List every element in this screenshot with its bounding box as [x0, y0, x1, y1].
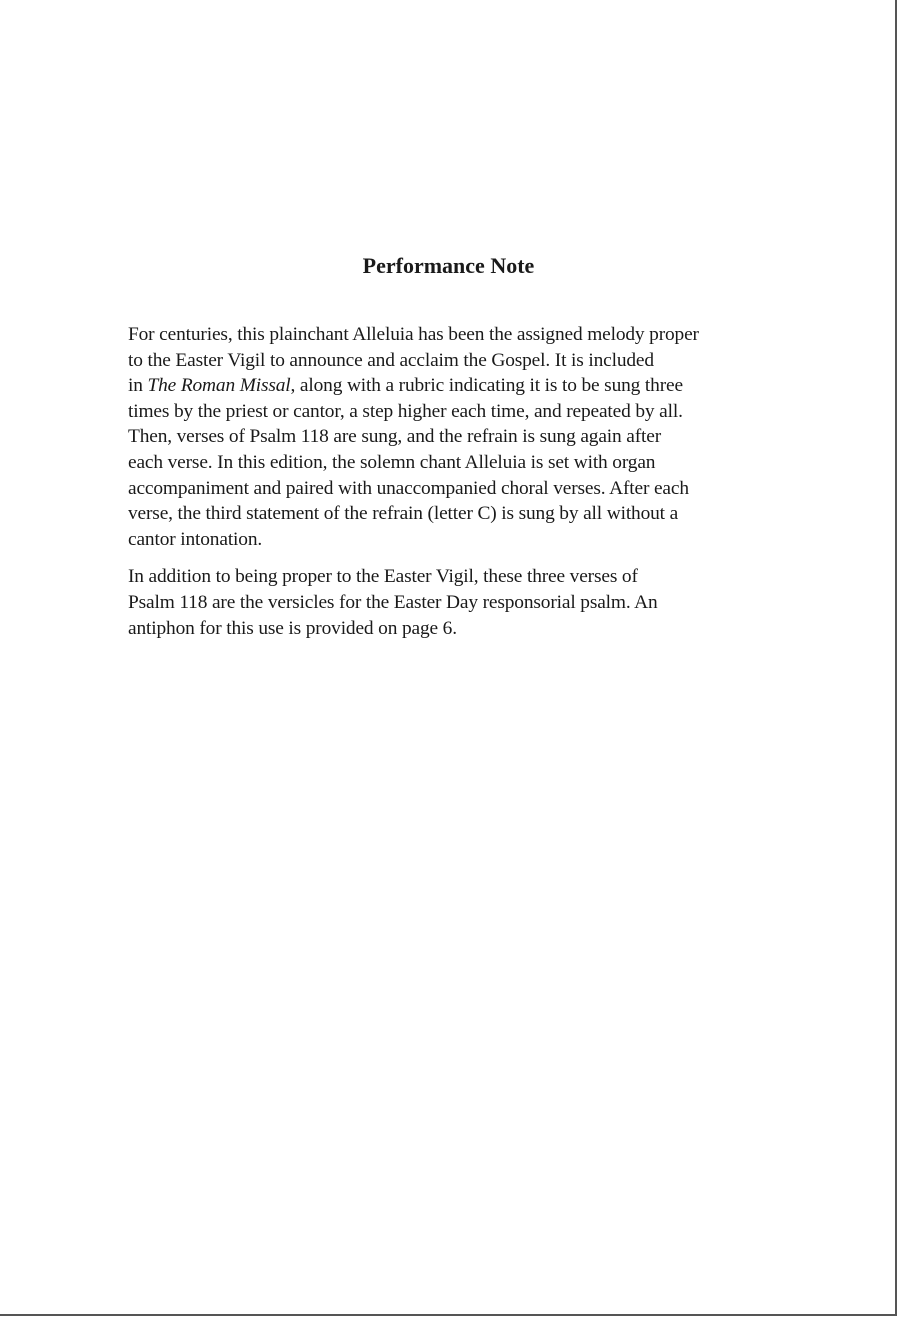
paragraph-2-line-2: Psalm 118 are the versicles for the Easter Day responsorial psalm. An [128, 591, 658, 613]
paragraph-1-line-9: cantor intonation. [128, 528, 263, 550]
paragraph-1-line-2: to the Easter Vigil to announce and acclaim the Gospel. It is included [128, 349, 654, 371]
book-title-italic: The Roman Missal [147, 375, 291, 397]
paragraph-1-line-7: accompaniment and paired with unaccompanied choral verses. After each [128, 477, 689, 499]
paragraph-1-line-1: For centuries, this plainchant Alleluia has been the assigned melody proper [128, 324, 699, 345]
body-text [128, 322, 788, 653]
paragraph-1-line-6: each verse. In this edition, the solemn chant Alleluia is set with organ [128, 451, 656, 473]
paragraph-2 [128, 564, 788, 641]
paragraph-1-line-8: verse, the third statement of the refrain (letter C) is sung by all without a [128, 503, 679, 525]
line-3-suffix: , along with a rubric indicating it is to be sung three [290, 375, 683, 397]
paragraph-1-line-4: times by the priest or cantor, a step higher each time, and repeated by all. [128, 400, 683, 422]
page-title: Performance Note [362, 253, 535, 278]
paragraph-2-line-1: In addition to being proper to the Easter Vigil, these three verses of [128, 566, 638, 588]
paragraph-1 [128, 322, 788, 552]
paragraph-2-line-3: antiphon for this use is provided on page 6. [128, 617, 457, 639]
paragraph-1-line-3 [128, 373, 788, 399]
line-3-prefix: in [128, 375, 148, 397]
paragraph-1-line-5: Then, verses of Psalm 118 are sung, and the refrain is sung again after [128, 426, 662, 448]
